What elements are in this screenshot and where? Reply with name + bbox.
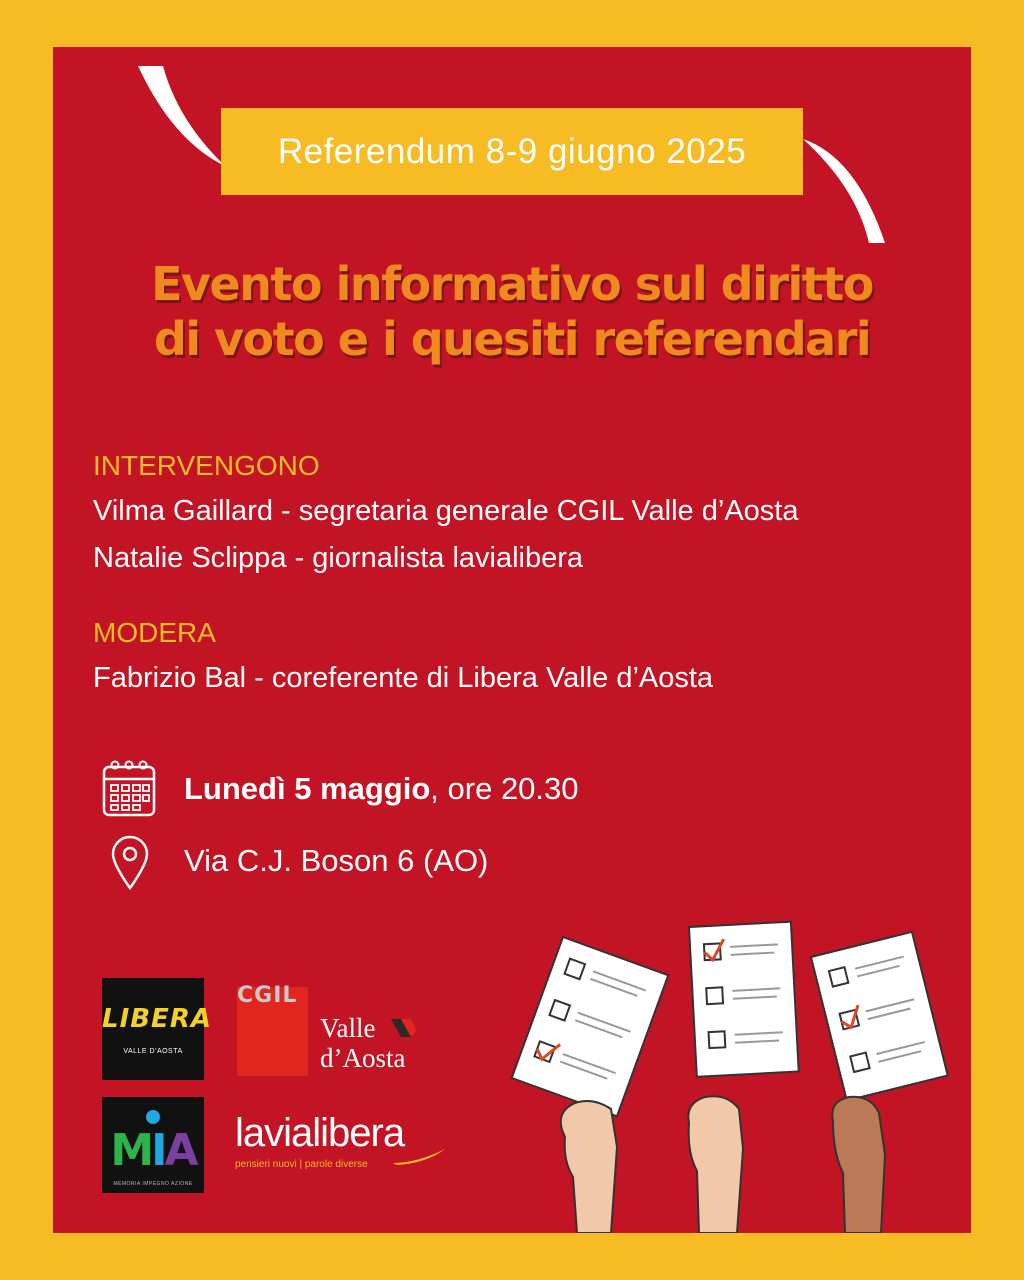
moderator-label: MODERA	[93, 617, 216, 648]
lavialibera-tagline: pensieri nuovi | parole diverse	[235, 1159, 368, 1170]
event-date: Lunedì 5 maggio	[184, 771, 431, 806]
mia-logo-sub: MEMORIA IMPEGNO AZIONE	[113, 1181, 193, 1187]
ballot-3	[811, 932, 948, 1101]
moderator-name: Fabrizio Bal - coreferente di Libera Valle d’Aosta	[93, 662, 714, 694]
ballot-1	[512, 937, 669, 1116]
cgil-flag-icon	[389, 1017, 419, 1039]
cgil-region-line-2: d’Aosta	[320, 1043, 406, 1073]
ballot-2	[689, 922, 799, 1077]
cgil-logo-text: CGIL	[237, 983, 298, 1008]
libera-logo	[102, 978, 212, 1080]
ribbon-right	[801, 137, 891, 247]
speakers-label: INTERVENGONO	[93, 450, 320, 481]
ballots-illustration	[493, 917, 963, 1233]
cgil-region-line-1: Valle	[320, 1013, 376, 1043]
calendar-icon	[101, 759, 157, 819]
event-title	[53, 257, 971, 367]
speaker-2: Natalie Sclippa - giornalista lavialibera	[93, 542, 584, 574]
libera-logo-sub: VALLE D'AOSTA	[123, 1048, 183, 1055]
title-line-2: di voto e i quesiti referendari	[153, 312, 871, 366]
event-time: , ore 20.30	[430, 771, 579, 806]
event-datetime	[184, 771, 579, 807]
speaker-1: Vilma Gaillard - segretaria generale CGIL Valle d’Aosta	[93, 495, 799, 527]
poster	[53, 47, 971, 1233]
event-address: Via C.J. Boson 6 (AO)	[184, 843, 489, 878]
mia-logo	[102, 1097, 204, 1193]
ribbon-left	[133, 61, 233, 171]
hand-2	[688, 1096, 743, 1233]
referendum-banner	[221, 108, 803, 195]
hand-3	[832, 1097, 885, 1233]
mia-dot-icon	[145, 1109, 161, 1125]
mia-logo-text: MIA	[110, 1125, 196, 1176]
title-line-1: Evento informativo sul diritto	[151, 257, 873, 311]
hand-1	[561, 1101, 617, 1233]
libera-logo-text: LIBERA	[102, 1004, 212, 1034]
banner-text: Referendum 8-9 giugno 2025	[277, 131, 747, 171]
feather-icon	[391, 1145, 447, 1167]
lavialibera-logo-text: lavialibera	[235, 1111, 405, 1155]
map-pin-icon	[109, 835, 151, 891]
